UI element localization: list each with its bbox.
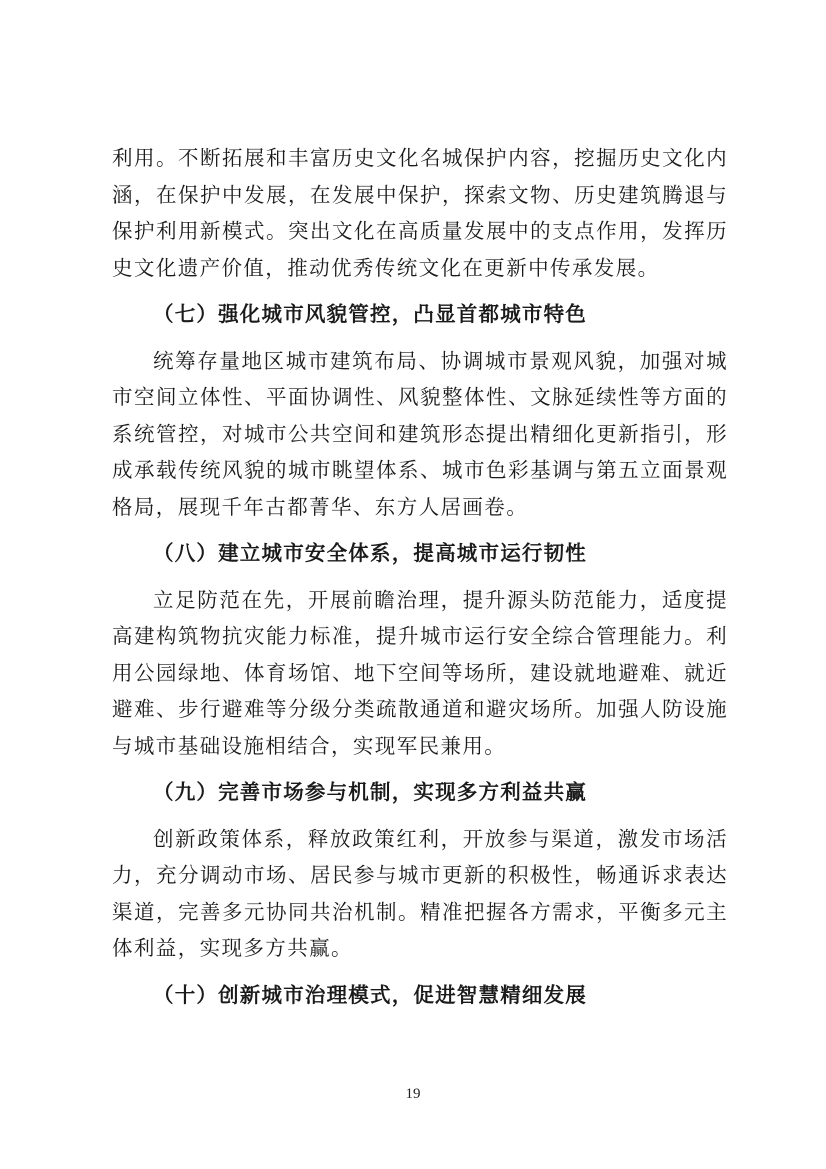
document-page bbox=[112, 140, 728, 1023]
intro-paragraph: 利用。不断拓展和丰富历史文化名城保护内容，挖掘历史文化内涵，在保护中发展，在发展中保护，探索文物、历史建筑腾退与保护利用新模式。突出文化在高质量发展中的支点作用，发挥历史文化遗产价值，推动优秀传统文化在更新中传承发展。 bbox=[112, 146, 728, 280]
section-heading-8: （八）建立城市安全体系，提高城市运行韧性 bbox=[153, 541, 587, 565]
section-heading-7: （七）强化城市风貌管控，凸显首都城市特色 bbox=[153, 302, 587, 326]
section-body-8: 立足防范在先，开展前瞻治理，提升源头防范能力，适度提高建构筑物抗灾能力标准，提升城市运行安全综合管理能力。利用公园绿地、体育场馆、地下空间等场所，建设就地避难、就近避难、步行避难等分级分类疏散通道和避灾场所。加强人防设施与城市基础设施相结合，实现军民兼用。 bbox=[112, 587, 728, 758]
section-heading-10: （十）创新城市治理模式，促进智慧精细发展 bbox=[153, 982, 587, 1007]
section-body-9: 创新政策体系，释放政策红利，开放参与渠道，激发市场活力，充分调动市场、居民参与城市更新的积极性，畅通诉求表达渠道，完善多元协同共治机制。精准把握各方需求，平衡多元主体利益，实现多方共赢。 bbox=[112, 826, 728, 960]
page-number: 19 bbox=[405, 1086, 421, 1102]
section-body-7: 统筹存量地区城市建筑布局、协调城市景观风貌，加强对城市空间立体性、平面协调性、风貌整体性、文脉延续性等方面的系统管控，对城市公共空间和建筑形态提出精细化更新指引，形成承载传统风貌的城市眺望体系、城市色彩基调与第五立面景观格局，展现千年古都菁华、东方人居画卷。 bbox=[112, 348, 728, 519]
section-heading-9: （九）完善市场参与机制，实现多方利益共赢 bbox=[153, 780, 587, 804]
